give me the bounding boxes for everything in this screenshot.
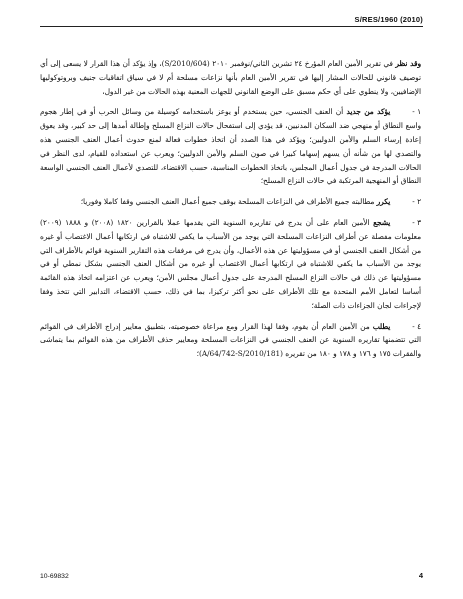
paragraph-text: من الأمين العام أن يقوم، وفقا لهذا القرار ومع مراعاة خصوصيته، بتطبيق معايير إدراج الأطراف في القوائم التي تتضمنها تقاريره السنوية عن العنف الجنسي في النزاعات المسلحة ومعايير حذف الأطراف من هذه القوائم بما يتماشى والفقرات ١٧٥ و ١٧٦ و ١٧٨ و ١٨٠ من تقريره (A/64/742-S/2010/181)؛	[40, 321, 421, 359]
paragraph-lead: يؤكد من جديد	[346, 107, 391, 117]
header-rule	[40, 26, 423, 27]
paragraph-lead: يكرر	[376, 197, 391, 207]
resolution-body	[40, 57, 421, 368]
job-number: 10-69832	[40, 573, 69, 580]
operative-paragraph-4	[40, 320, 421, 361]
paragraph-text: الأمين العام على أن يدرج في تقاريره السنوية التي يقدمها عملا بالقرارين ١٨٢٠ (٢٠٠٨) و ١٨٨٨ (٢٠٠٩) معلومات مفصلة عن أطراف النزاعات المسلحة التي يوجد من الأسباب ما يكفي للاشتباه في ارتكابها أعمال الاغتصاب أو غيره من أشكال العنف الجنسي أو في مسؤوليتها عن هذه الأعمال، وأن يدرج في مرفقات هذه التقارير السنوية قوائم بالأطراف التي يوجد من الأسباب ما يكفي للاشتباه في ارتكابها أعمال الاغتصاب أو غيره من أشكال العنف الجنسي بشكل نمطي أو في مسؤوليتها عن ذلك في حالات النزاع المسلح المدرجة على جدول أعمال مجلس الأمن؛ ويعرب عن اعتزامه اتخاذ هذه القائمة أساسا لتعامل الأمم المتحدة مع تلك الأطراف على نحو أكثر تركيزا، بما في ذلك، حسب الاقتضاء، التدابير التي تتخذ وفقا لإجراءات لجان الجزاءات ذات الصلة؛	[40, 217, 421, 310]
document-symbol: S/RES/1960 (2010)	[354, 15, 423, 24]
paragraph-text: في تقرير الأمين العام المؤرخ ٢٤ تشرين الثاني/نوفمبر ٢٠١٠ (S/2010/604)، وإذ يؤكد أن هذا القرار لا يسعى إلى أي توصيف قانوني للحالات المشار إليها في تقرير الأمين العام بأنها نزاعات مسلحة أم لا في سياق اتفاقيات جنيف وبروتوكوليها الإضافيين، ولا ينطوي على أي حكم مسبق على الوضع القانوني للجهات المعنية بهذه الحالات من غير الدول،	[40, 59, 421, 96]
paragraph-text: مطالبته جميع الأطراف في النزاعات المسلحة بوقف جميع أعمال العنف الجنسي وقفا كاملا وفوريا؛	[80, 197, 375, 207]
paragraph-number: ٣ -	[412, 217, 422, 227]
paragraph-number: ١ -	[412, 107, 421, 117]
preamble-paragraph	[40, 57, 421, 98]
paragraph-number: ٢ -	[412, 197, 421, 207]
paragraph-lead: يشجع	[373, 217, 391, 227]
operative-paragraph-3	[40, 216, 421, 313]
page-header	[0, 0, 463, 28]
paragraph-lead: يطلب	[372, 321, 391, 331]
page-footer	[0, 565, 463, 585]
paragraph-lead: وقد نظر	[395, 59, 421, 68]
paragraph-number: ٤ -	[412, 321, 422, 331]
operative-paragraph-2	[40, 195, 421, 209]
operative-paragraph-1	[40, 105, 421, 188]
paragraph-text: أن العنف الجنسي، حين يستخدم أو يوعز باستخدامه كوسيلة من وسائل الحرب أو في إطار هجوم واسع النطاق أو منهجي ضد السكان المدنيين، قد يؤدي إلى استفحال حالات النزاع المسلح وإطالة أمدها إلى حد كبير، وقد يعوق إعادة إرساء السلم والأمن الدوليين؛ ويؤكد في هذا الصدد أن اتخاذ خطوات فعالة لمنع حدوث أعمال العنف الجنسي هذه والتصدي لها من شأنه أن يسهم إسهاما كبيرا في صون السلم والأمن الدوليين؛ ويعرب عن استعداده للقيام، لدى النظر في الحالات المدرجة في جدول أعمال المجلس، باتخاذ الخطوات المناسبة، حسب الاقتضاء، للتصدي لأعمال العنف الجنسي الواسعة النطاق أو المنهجية المرتكبة في حالات النزاع المسلح؛	[40, 107, 421, 186]
page-number: 4	[418, 571, 423, 580]
